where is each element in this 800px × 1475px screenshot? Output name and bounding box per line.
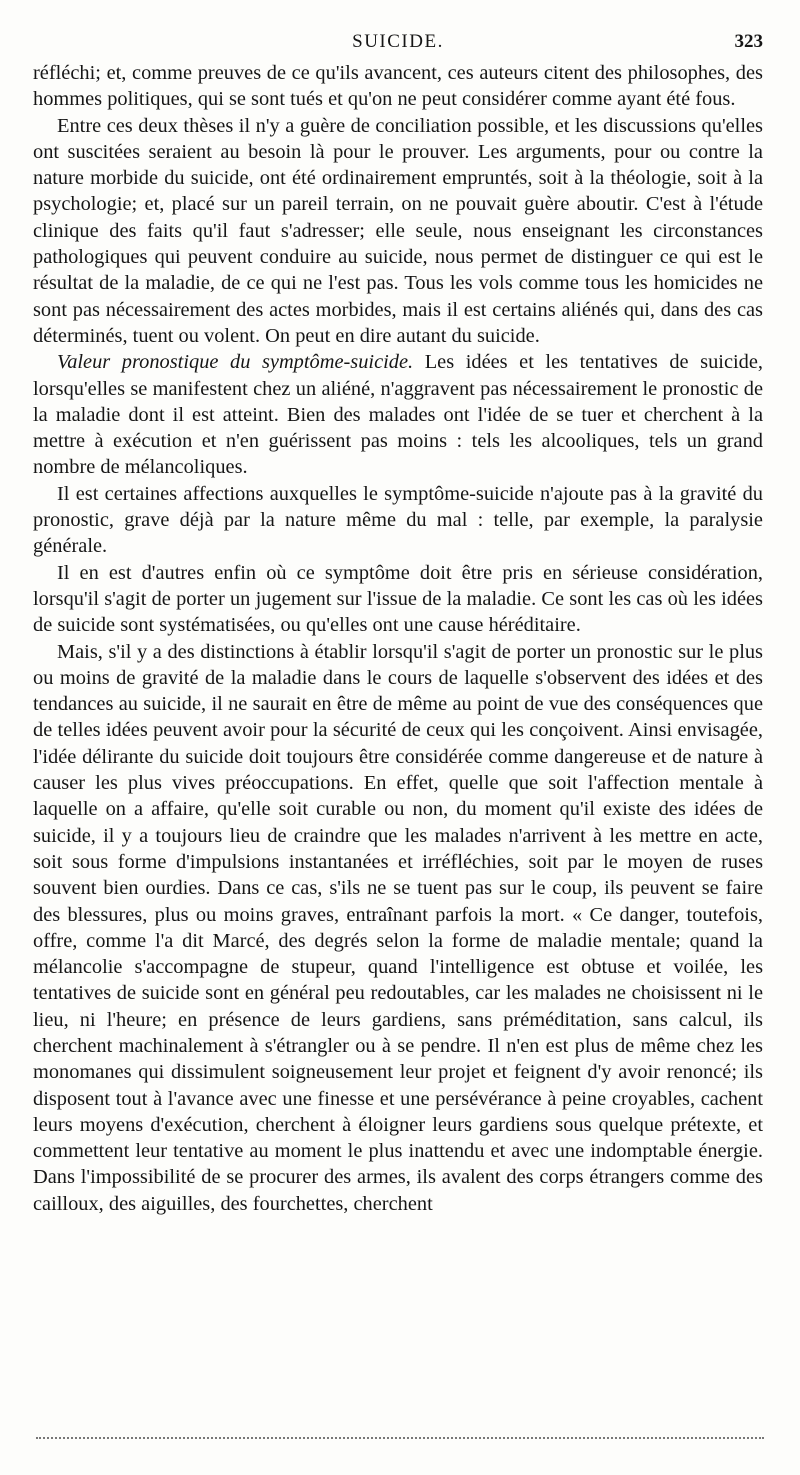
paragraph bbox=[33, 560, 763, 639]
book-page bbox=[33, 30, 763, 1217]
paragraph-text: Il en est d'autres enfin où ce symptôme doit être pris en sérieuse considération, lorsqu'il s'agit de porter un jugement sur l'issue de la maladie. Ce sont les cas où les idées de suicide sont systématisées, ou qu'elles ont une cause héréditaire. bbox=[33, 561, 763, 637]
paragraph-continued bbox=[33, 60, 763, 113]
paragraph-text: réfléchi; et, comme preuves de ce qu'ils avancent, ces auteurs citent des philosophes, des hommes politiques, qui se sont tués et qu'on ne peut considérer comme ayant été fous. bbox=[33, 62, 763, 111]
page-number: 323 bbox=[734, 31, 763, 52]
paragraph-prognostic-value bbox=[33, 349, 763, 480]
paragraph-text: Entre ces deux thèses il n'y a guère de conciliation possible, et les discussions qu'elles ont suscitées seraient au besoin là pour le prouver. Les arguments, pour ou contre la nature morbide du suicide, ont été ordinairement empruntés, soit à la théologie, soit à la psychologie; et, placé sur un pareil terrain, on ne pouvait guère aboutir. C'est à l'étude clinique des faits qu'il faut s'adresser; elle seule, nous enseignant les circonstances pathologiques qui peuvent conduire au suicide, nous permet de distinguer ce qui est le résultat de la maladie, de ce qui ne l'est pas. Tous les vols comme tous les homicides ne sont pas nécessairement des actes morbides, mais il est certains aliénés qui, dans des cas déterminés, tuent ou volent. On peut en dire autant du suicide. bbox=[33, 114, 763, 347]
paragraph-text: Il est certaines affections auxquelles le symptôme-suicide n'ajoute pas à la gravité du pronostic, grave déjà par la nature même du mal : telle, par exemple, la paralysie générale. bbox=[33, 482, 763, 558]
page-header bbox=[33, 30, 763, 60]
body-text bbox=[33, 60, 763, 1217]
paragraph-text: Mais, s'il y a des distinctions à établir lorsqu'il s'agit de porter un pronostic sur le plus ou moins de gravité de la maladie dans le cours de laquelle s'observent des idées et des tendances au suicide, il ne saurait en être de même au point de vue des conséquences que de telles idées peuvent avoir pour la sécurité de ceux qui les conçoivent. Ainsi envisagée, l'idée délirante du suicide doit toujours être considérée comme dangereuse et de nature à causer les plus vives préoccupations. En effet, quelle que soit l'affection mentale à laquelle on a affaire, qu'elle soit curable ou non, du moment qu'il existe des idées de suicide, il y a toujours lieu de craindre que les malades n'arrivent à les mettre en acte, soit sous forme d'impulsions instantanées et irréfléchies, soit par le moyen de ruses souvent bien ourdies. Dans ce cas, s'ils ne se tuent pas sur le coup, ils peuvent se faire des blessures, plus ou moins graves, entraînant parfois la mort. « Ce danger, toutefois, offre, comme l'a dit Marcé, des degrés selon la forme de maladie mentale; quand la mélancolie s'accompagne de stupeur, quand l'intelligence est obtuse et voilée, les tentatives de suicide sont en général peu redoutables, car les malades ne choisissent ni le lieu, ni l'heure; en présence de leurs gardiens, sans préméditation, sans calcul, ils cherchent machinalement à s'étrangler ou à se pendre. Il n'en est plus de même chez les monomanes qui dissimulent soigneusement leur projet et feignent d'y avoir renoncé; ils disposent tout à l'avance avec une finesse et une persévérance à peine croyables, cachent leurs moyens d'exécution, cherchent à éloigner leurs gardiens sous quelque prétexte, et commettent leur tentative au moment le plus inattendu et avec une indomptable énergie. Dans l'impossibilité de se procurer des armes, ils avalent des corps étrangers comme des cailloux, des aiguilles, des fourchettes, cherchent bbox=[33, 640, 763, 1215]
paragraph-text: Les idées et les tentatives de suicide, lorsqu'elles se manifestent chez un aliéné, n'aggravent pas nécessairement le pronostic de la maladie dont il est atteint. Bien des malades ont l'idée de se tuer et cherchent à la mettre à exécution et n'en guérissent pas moins : tels les alcooliques, tels un grand nombre de mélancoliques. bbox=[33, 351, 763, 479]
paragraph bbox=[33, 113, 763, 350]
running-title: SUICIDE. bbox=[352, 31, 444, 52]
section-heading-italic: Valeur pronostique du symptôme-suicide. bbox=[57, 351, 414, 374]
paragraph bbox=[33, 481, 763, 560]
footer-rule bbox=[36, 1437, 764, 1439]
paragraph bbox=[33, 639, 763, 1218]
